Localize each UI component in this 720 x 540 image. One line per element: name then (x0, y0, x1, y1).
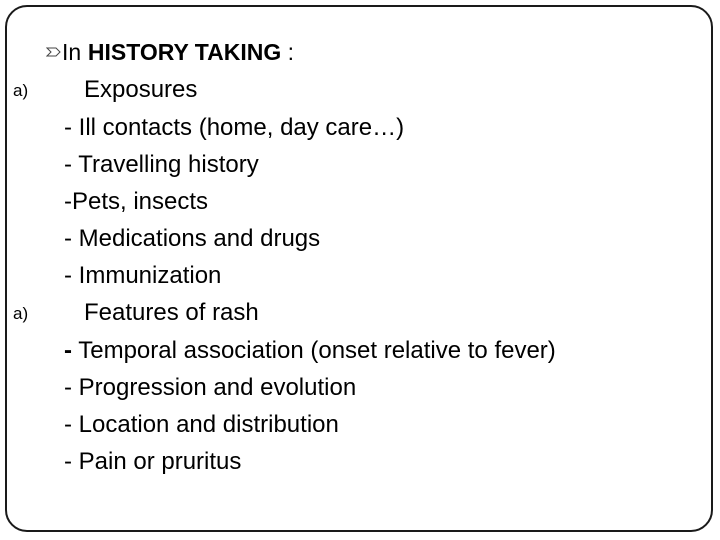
list-item-text: Temporal association (onset relative to fever) (72, 337, 556, 364)
heading-bold: HISTORY TAKING (87, 39, 282, 65)
section-title: Exposures (84, 76, 198, 103)
section-marker: a) (13, 304, 29, 323)
list-item: -Pets, insects (64, 188, 209, 215)
list-item: - Immunization (64, 262, 222, 289)
list-item: - Location and distribution (64, 411, 339, 438)
lead-dash: - (64, 337, 72, 364)
section-marker: a) (13, 81, 29, 100)
section-title: Features of rash (84, 299, 259, 326)
list-item: - Travelling history (64, 151, 259, 178)
heading (46, 38, 294, 67)
list-item: - Medications and drugs (64, 225, 321, 252)
hollow-flag-bullet-icon (46, 47, 61, 57)
list-item: - Progression and evolution (64, 374, 357, 401)
heading-prefix: In (62, 39, 82, 65)
list-item: - Pain or pruritus (64, 448, 242, 475)
list-item (64, 337, 556, 365)
list-item: - Ill contacts (home, day care…) (64, 114, 405, 141)
heading-colon: : (281, 39, 295, 65)
